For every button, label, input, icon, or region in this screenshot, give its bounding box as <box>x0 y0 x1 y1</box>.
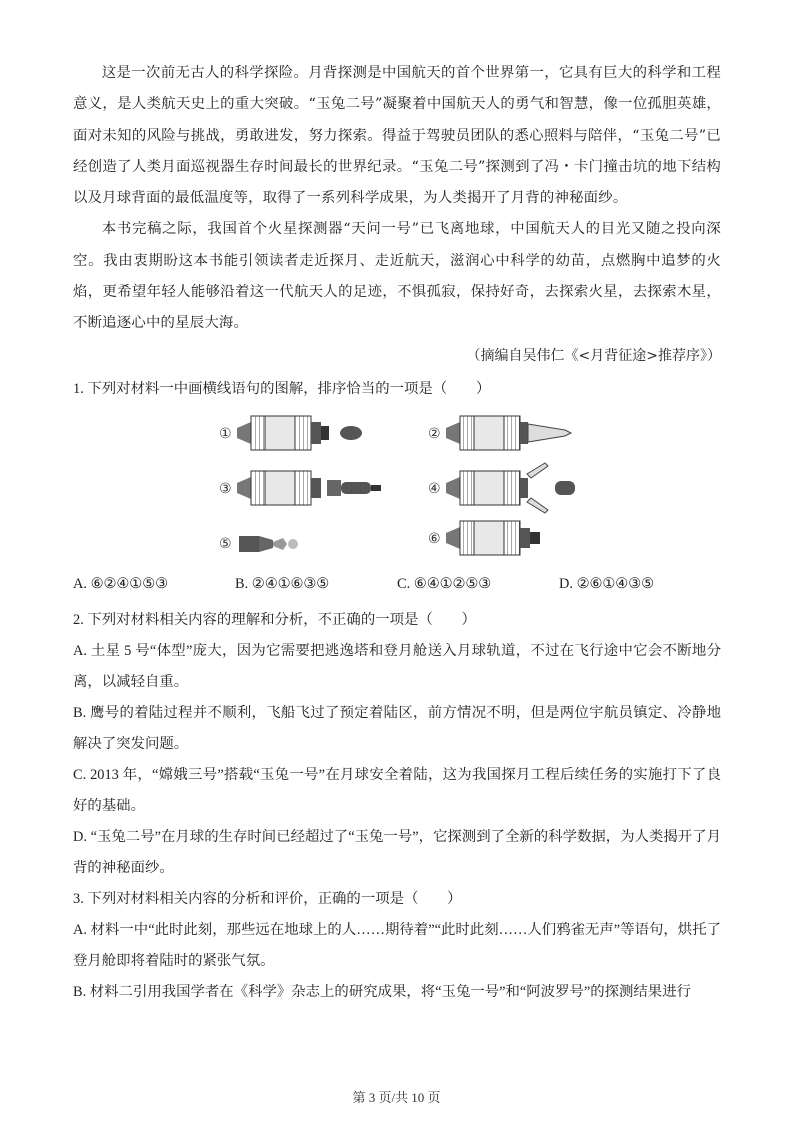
rocket-diagram-5 <box>219 536 298 552</box>
rocket-diagram-4 <box>428 463 575 513</box>
rocket-diagram-3 <box>219 471 381 505</box>
question-2-option-b[interactable]: B. 鹰号的着陆过程并不顺利，飞船飞过了预定着陆区，前方情况不明，但是两位宇航员镇定、冷静地解决了突发问题。 <box>73 705 721 752</box>
option-c[interactable]: C. ⑥④①②⑤③ <box>397 576 492 592</box>
option-b[interactable]: B. ②④①⑥③⑤ <box>235 576 330 592</box>
passage-source: （摘编自吴伟仁《<月背征途>推荐序》） <box>466 348 721 364</box>
rocket-diagram-1 <box>219 416 362 450</box>
figure-label-4: ④ <box>428 481 441 497</box>
figure-label-1: ① <box>219 426 232 442</box>
question-3-stem: 3. 下列对材料相关内容的分析和评价，正确的一项是（ ） <box>73 891 462 907</box>
question-1-options <box>73 576 721 598</box>
passage-excerpt <box>73 58 721 340</box>
question-2-option-d[interactable]: D. “玉兔二号”在月球的生存时间已经超过了“玉兔一号”，它探测到了全新的科学数据，为人类揭开了月背的神秘面纱。 <box>73 829 721 876</box>
question-2 <box>73 605 721 884</box>
question-1-stem: 1. 下列对材料一中画横线语句的图解，排序恰当的一项是（ ） <box>73 381 491 397</box>
figure-label-2: ② <box>428 426 441 442</box>
rocket-diagram-2 <box>428 416 571 450</box>
option-d[interactable]: D. ②⑥①④③⑤ <box>559 576 654 592</box>
rocket-sequence-figure <box>215 408 575 564</box>
figure-label-6: ⑥ <box>428 531 441 547</box>
question-3 <box>73 884 721 1008</box>
question-3-option-b[interactable]: B. 材料二引用我国学者在《科学》杂志上的研究成果，将“玉兔一号”和“阿波罗号”的探测结果进行 <box>73 984 691 1000</box>
figure-label-5: ⑤ <box>219 536 232 552</box>
question-2-option-c[interactable]: C. 2013 年，“嫦娥三号”搭载“玉兔一号”在月球安全着陆，这为我国探月工程后续任务的实施打下了良好的基础。 <box>73 767 721 814</box>
question-2-stem: 2. 下列对材料相关内容的理解和分析，不正确的一项是（ ） <box>73 612 476 628</box>
question-2-option-a[interactable]: A. 土星 5 号“体型”庞大，因为它需要把逃逸塔和登月舱送入月球轨道，不过在飞行途中它会不断地分离，以减轻自重。 <box>73 643 721 690</box>
option-a[interactable]: A. ⑥②④①⑤③ <box>73 576 168 592</box>
page-footer: 第 3 页/共 10 页 <box>352 1090 441 1105</box>
figure-label-3: ③ <box>219 481 232 497</box>
passage-paragraph-1: 这是一次前无古人的科学探险。月背探测是中国航天的首个世界第一，它具有巨大的科学和工程意义，是人类航天史上的重大突破。“玉兔二号”凝聚着中国航天人的勇气和智慧，像一位孤胆英雄，面对未知的风险与挑战，勇敢进发，努力探索。得益于驾驶员团队的悉心照料与陪伴，“玉兔二号”已经创造了人类月面巡视器生存时间最长的世界纪录。“玉兔二号”探测到了冯・卡门撞击坑的地下结构以及月球背面的最低温度等，取得了一系列科学成果，为人类揭开了月背的神秘面纱。 <box>73 65 721 207</box>
passage-paragraph-2: 本书完稿之际，我国首个火星探测器“天问一号”已飞离地球，中国航天人的目光又随之投向深空。我由衷期盼这本书能引领读者走近探月、走近航天，滋润心中科学的幼苗，点燃胸中追梦的火焰，更希望年轻人能够沿着这一代航天人的足迹，不惧孤寂，保持好奇，去探索火星，去探索木星，不断追逐心中的星辰大海。 <box>73 221 721 332</box>
rocket-diagram-6 <box>428 521 540 555</box>
question-3-option-a[interactable]: A. 材料一中“此时此刻，那些远在地球上的人……期待着”“此时此刻……人们鸦雀无声”等语句，烘托了登月舱即将着陆时的紧张气氛。 <box>73 922 721 969</box>
